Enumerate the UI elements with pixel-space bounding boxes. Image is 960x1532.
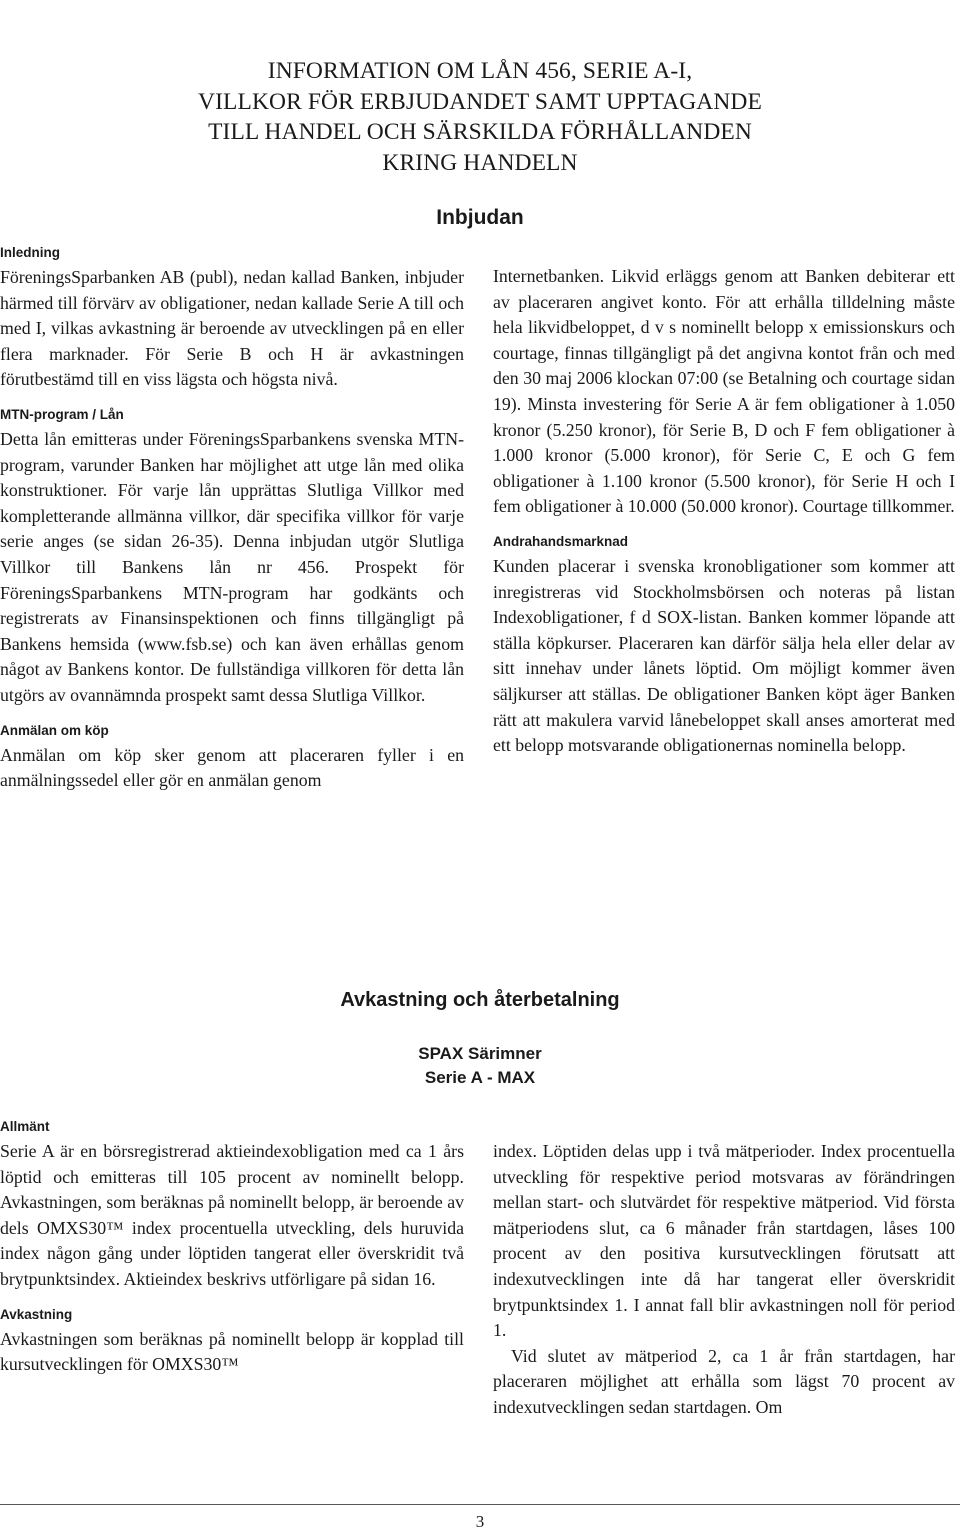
page-title (0, 56, 960, 178)
title-line: VILLKOR FÖR ERBJUDANDET SAMT UPPTAGANDE (198, 88, 762, 115)
paragraph-mtn-program: Detta lån emitteras under FöreningsSparbankens svenska MTN-program, varunder Banken har möjlighet att utge lån med olika konstruktioner. För varje lån upprättas Slutliga Villkor med kompletterande allmänna villkor, där specifika villkor för varje serie anges (se sidan 26-35). Denna inbjudan utgör Slutliga Villkor till Bankens lån nr 456. Prospekt för FöreningsSparbankens MTN-program har godkänts och registrerats av Finansinspektionen och finns tillgängligt på Bankens hemsida (www.fsb.se) och kan även erhållas genom något av Bankens kontor. De fullständiga villkoren för detta lån utgörs av ovannämnda prospekt samt dessa Slutliga Villkor. (0, 428, 464, 705)
paragraph-anmalan: Anmälan om köp sker genom att placeraren fyller i en anmälningssedel eller gör en anmälan genom (0, 744, 464, 791)
right-column-avkastning (493, 1139, 955, 1421)
paragraph-inledning: FöreningsSparbanken AB (publ), nedan kallad Banken, inbjuder härmed till förvärv av obligationer, nedan kallade Serie A till och med I, vilkas avkastning är beroende av utvecklingen på en eller flera marknader. För Serie B och H är avkastningen förutbestämd till en viss lägsta och högsta nivå. (0, 267, 464, 390)
subheading-allmant: Allmänt (0, 1119, 50, 1134)
series-name: Serie A - MAX (424, 1068, 536, 1087)
title-line: INFORMATION OM LÅN 456, SERIE A-I, (267, 58, 693, 84)
subheading-andrahandsmarknad: Andrahandsmarknad (493, 533, 629, 549)
paragraph-avkastning: Avkastningen som beräknas på nominellt belopp är kopplad till kursutvecklingen för OMXS30™ (0, 1328, 464, 1375)
footer-rule (0, 1504, 960, 1505)
page-number: 3 (475, 1512, 485, 1531)
left-column-avkastning (0, 1117, 464, 1378)
section-heading-inbjudan: Inbjudan (436, 206, 524, 229)
paragraph-andrahandsmarknad: Kunden placerar i svenska kronobligationer som kommer att inregistreras vid Stockholmsbörsen och noteras på listan Indexobligationer, f d SOX-listan. Banken kommer löpande att ställa köpkurser. Placeraren kan därför sälja hela eller delar av sitt innehav under lånets löptid. Om möjligt kommer även säljkurser att ställas. De obligationer Banken köpt äger Banken rätt att makulera varvid lånebeloppet skall anses amorterat med ett belopp motsvarande obligationernas nominella belopp. (493, 555, 955, 756)
paragraph-internetbanken: Internetbanken. Likvid erläggs genom att Banken debiterar ett av placeraren angivet konto. För att erhålla tilldelning måste hela likvidbeloppet, d v s nominellt belopp x emissionskurs och courtage, finnas tillgängligt på det angivna kontot från och med den 30 maj 2006 klockan 07:00 (se Betalning och courtage sidan 19). Minsta investering för Serie A är fem obligationer à 1.050 kronor (5.250 kronor), för Serie B, D och F fem obligationer à 1.000 kronor (5.000 kronor), för Serie C, E och G fem obligationer à 1.100 kronor (5.500 kronor), för Serie H och I fem obligationer à 10.000 (50.000 kronor). Courtage tillkommer. (493, 266, 955, 517)
paragraph-allmant: Serie A är en börsregistrerad aktieindexobligation med ca 1 års löptid och emitteras till 105 procent av nominellt belopp. Avkastningen, som beräknas på nominellt belopp, är beroende av dels OMXS30™ index procentuella utveckling, dels huruvida index någon gång under löptiden tangerat eller överskridit två brytpunktsindex. Aktieindex beskrivs utförligare på sidan 16. (0, 1141, 464, 1289)
subheading-inledning: Inledning (0, 245, 60, 260)
paragraph-matperiod-2: Vid slutet av mätperiod 2, ca 1 år från startdagen, har placeraren möjlighet att erhålla som lägst 70 procent av indexutvecklingen sedan startdagen. Om (493, 1345, 955, 1417)
product-name: SPAX Särimner (418, 1044, 542, 1063)
right-column-inbjudan (493, 264, 955, 759)
title-line: TILL HANDEL OCH SÄRSKILDA FÖRHÅLLANDEN (208, 119, 752, 145)
section-heading-avkastning: Avkastning och återbetalning (340, 989, 620, 1011)
title-line: KRING HANDELN (382, 149, 578, 176)
subheading-anmalan: Anmälan om köp (0, 722, 109, 738)
left-column-inbjudan (0, 243, 464, 794)
paragraph-lopiden: index. Löptiden delas upp i två mätperioder. Index procentuella utveckling för respektive period motsvaras av förändringen mellan start- och slutvärdet för respektive mätperiod. Vid första mätperiodens slut, ca 6 månader från startdagen, låses 100 procent av den positiva kursutvecklingen förutsatt att indexutvecklingen inte då har tangerat eller överskridit brytpunktsindex 1. I annat fall blir avkastningen noll för period 1. (493, 1141, 955, 1341)
subheading-mtn-program: MTN-program / Lån (0, 406, 124, 422)
subheading-avkastning: Avkastning (0, 1306, 73, 1322)
